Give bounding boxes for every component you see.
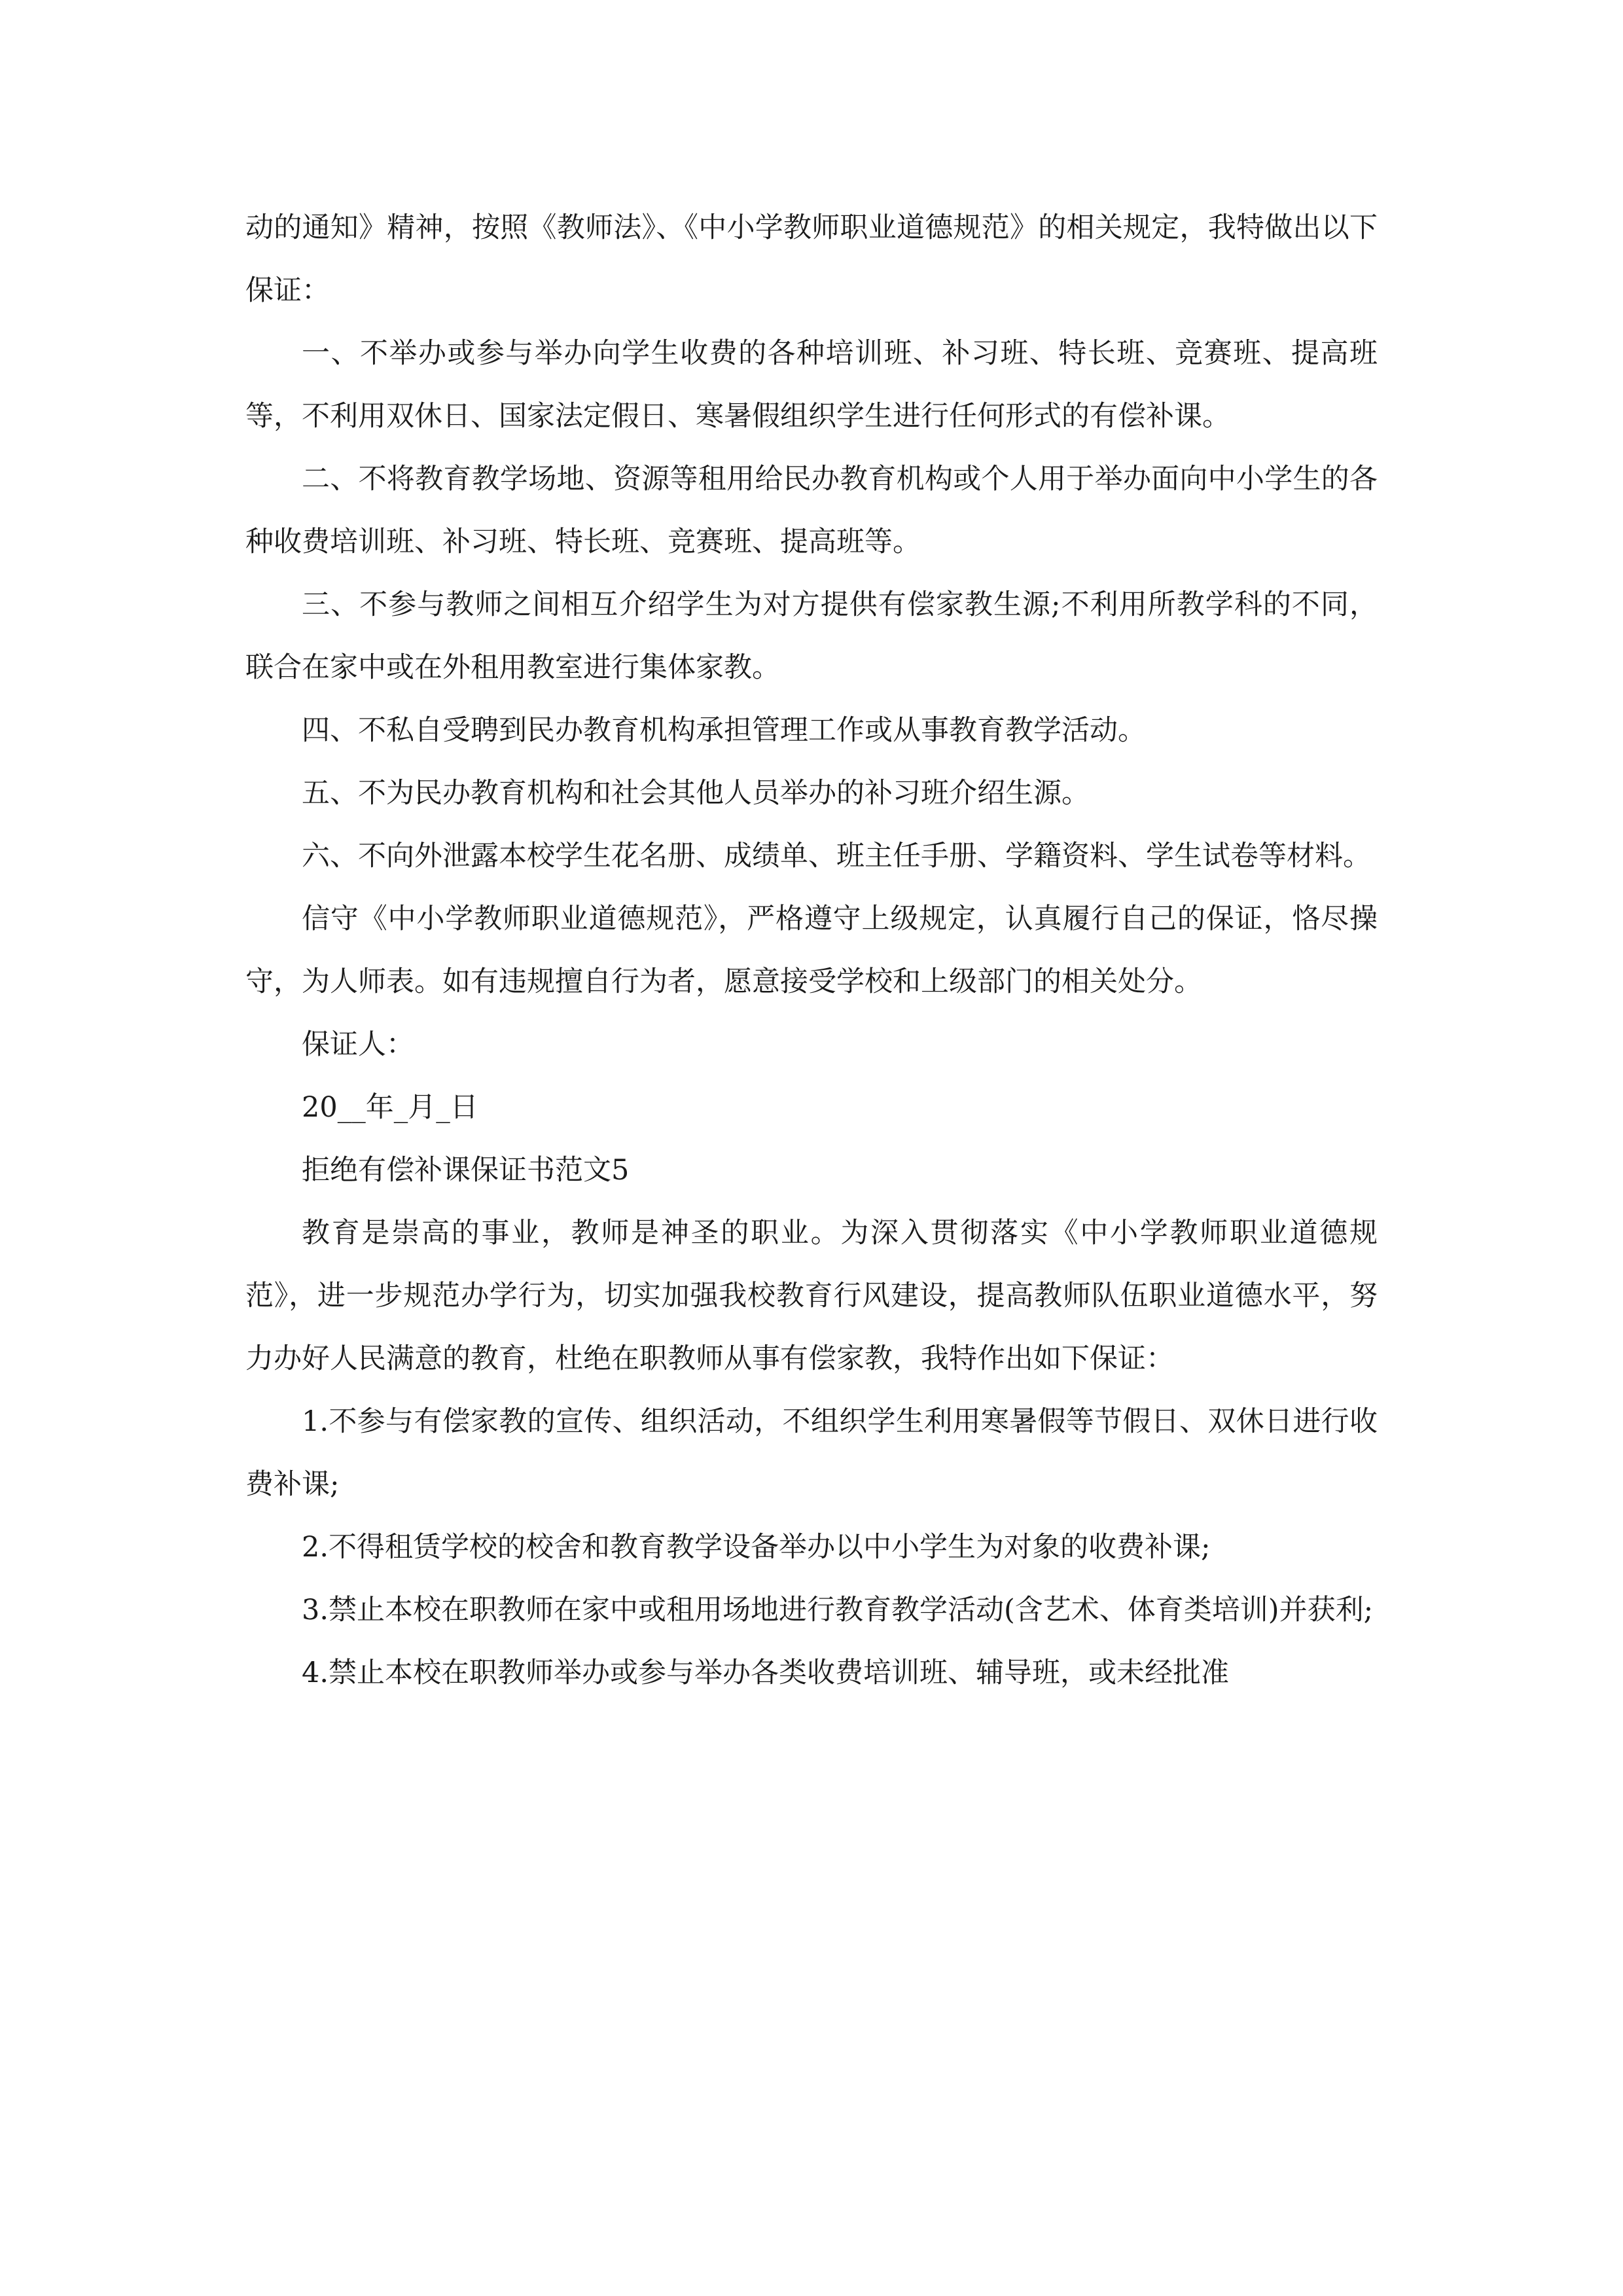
list-item-3: 3.禁止本校在职教师在家中或租用场地进行教育教学活动(含艺术、体育类培训)并获利;	[302, 1594, 1374, 1626]
list-item-1: 1.不参与有偿家教的宣传、组织活动，不组织学生利用寒暑假等节假日、双休日进行收费补课;	[245, 1405, 1378, 1501]
paragraph-pledge-5: 五、不为民办教育机构和社会其他人员举办的补习班介绍生源。	[302, 777, 1090, 810]
paragraph-pledge-6: 六、不向外泄露本校学生花名册、成绩单、班主任手册、学籍资料、学生试卷等材料。	[302, 840, 1371, 872]
paragraph-preamble: 教育是崇高的事业，教师是神圣的职业。为深入贯彻落实《中小学教师职业道德规范》，进一步规范办学行为，切实加强我校教育行风建设，提高教师队伍职业道德水平，努力办好人民满意的教育，杜绝在职教师从事有偿家教，我特作出如下保证：	[245, 1217, 1378, 1375]
list-item-2: 2.不得租赁学校的校舍和教育教学设备举办以中小学生为对象的收费补课;	[302, 1531, 1211, 1564]
paragraph-commitment: 信守《中小学教师职业道德规范》，严格遵守上级规定，认真履行自己的保证，恪尽操守，为人师表。如有违规擅自行为者，愿意接受学校和上级部门的相关处分。	[245, 903, 1378, 998]
list-item-4: 4.禁止本校在职教师举办或参与举办各类收费培训班、辅导班，或未经批准	[302, 1657, 1230, 1689]
paragraph-pledge-3: 三、不参与教师之间相互介绍学生为对方提供有偿家教生源;不利用所教学科的不同，联合在家中或在外租用教室进行集体家教。	[245, 588, 1378, 684]
section-title: 拒绝有偿补课保证书范文5	[302, 1154, 630, 1187]
date-line: 20__年_月_日	[302, 1091, 478, 1124]
paragraph-pledge-4: 四、不私自受聘到民办教育机构承担管理工作或从事教育教学活动。	[302, 714, 1146, 747]
paragraph-intro-continuation: 动的通知》精神，按照《教师法》、《中小学教师职业道德规范》的相关规定，我特做出以下保证：	[245, 211, 1378, 307]
signature-label: 保证人：	[302, 1028, 414, 1061]
paragraph-pledge-2: 二、不将教育教学场地、资源等租用给民办教育机构或个人用于举办面向中小学生的各种收费培训班、补习班、特长班、竞赛班、提高班等。	[245, 463, 1378, 558]
document-page	[245, 196, 1378, 1704]
paragraph-pledge-1: 一、不举办或参与举办向学生收费的各种培训班、补习班、特长班、竞赛班、提高班等，不利用双休日、国家法定假日、寒暑假组织学生进行任何形式的有偿补课。	[245, 337, 1378, 433]
